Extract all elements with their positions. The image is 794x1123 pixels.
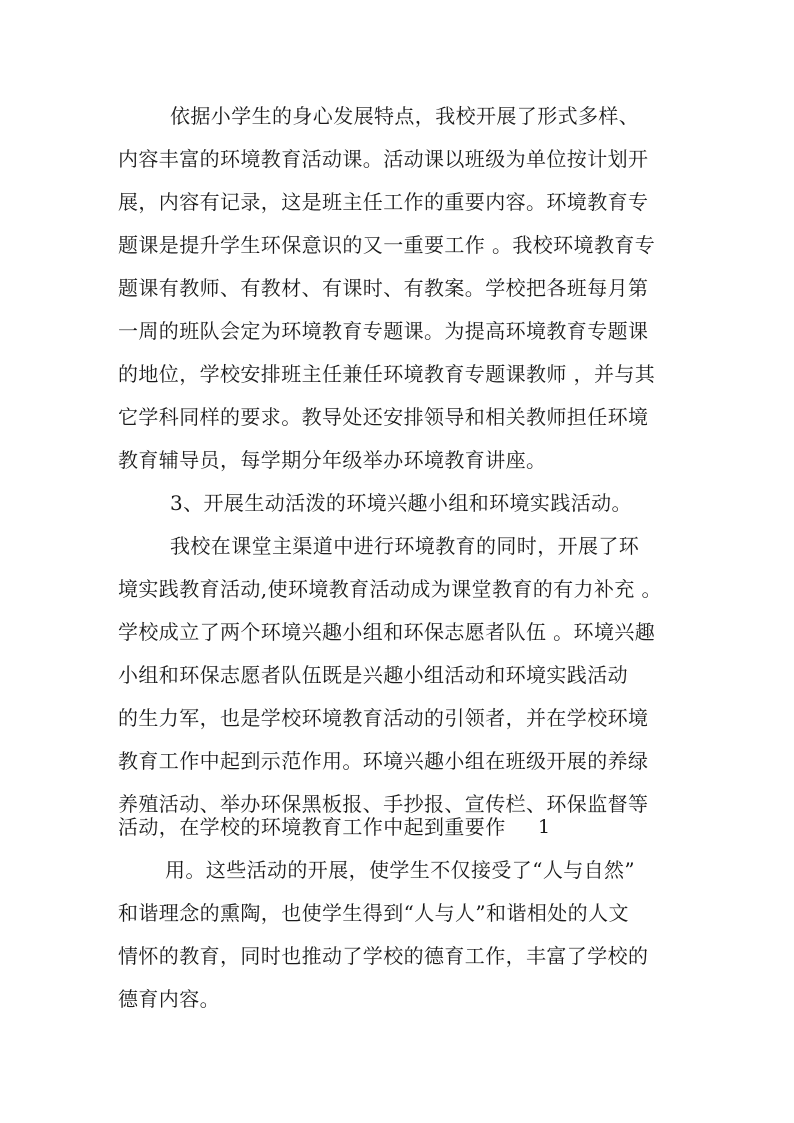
text-line: 小组和环保志愿者队伍既是兴趣小组活动和环境实践活动 [118, 663, 628, 687]
text-line: 的生力军，也是学校环境教育活动的引领者，并在学校环境 [118, 706, 649, 730]
text-line: 内容丰富的环境教育活动课。活动课以班级为单位按计划开 [118, 147, 649, 171]
text-line: 和谐理念的熏陶，也使学生得到“人与人”和谐相处的人文 [118, 901, 629, 925]
text-line: 德育内容。 [118, 987, 220, 1011]
text-line: 活动，在学校的环境教育工作中起到重要作 [118, 815, 506, 839]
text-line: 境实践教育活动,使环境教育活动成为课堂教育的有力补充 。 [118, 577, 662, 601]
text-line: 养殖活动、举办环保黑板报、手抄报、宣传栏、环保监督等 [118, 792, 649, 816]
text-line: 题课是提升学生环保意识的又一重要工作 。我校环境教育专 [118, 233, 656, 257]
text-line: 的地位，学校安排班主任兼任环境教育专题课教师 ，并与其 [118, 362, 656, 386]
text-line: 学校成立了两个环境兴趣小组和环保志愿者队伍 。环境兴趣 [118, 620, 656, 644]
section-heading: 3、开展生动活泼的环境兴趣小组和环境实践活动。 [170, 491, 632, 515]
text-line: 题课有教师、有教材、有课时、有教案。学校把各班每月第 [118, 276, 649, 300]
text-line: 它学科同样的要求。教导处还安排领导和相关教师担任环境 [118, 405, 649, 429]
text-line: 展，内容有记录，这是班主任工作的重要内容。环境教育专 [118, 190, 649, 214]
page-number: 1 [538, 816, 551, 838]
text-line: 教育工作中起到示范作用。环境兴趣小组在班级开展的养绿 [118, 749, 649, 773]
text-line: 情怀的教育，同时也推动了学校的德育工作，丰富了学校的 [118, 944, 649, 968]
text-line: 一周的班队会定为环境教育专题课。为提高环境教育专题课 [118, 319, 649, 343]
text-line: 我校在课堂主渠道中进行环境教育的同时，开展了环 [170, 534, 640, 558]
text-line: 教育辅导员，每学期分年级举办环境教育讲座。 [118, 448, 547, 472]
text-line: 依据小学生的身心发展特点，我校开展了形式多样、 [170, 104, 640, 128]
text-line: 用。这些活动的开展，使学生不仅接受了“人与自然” [165, 858, 636, 882]
